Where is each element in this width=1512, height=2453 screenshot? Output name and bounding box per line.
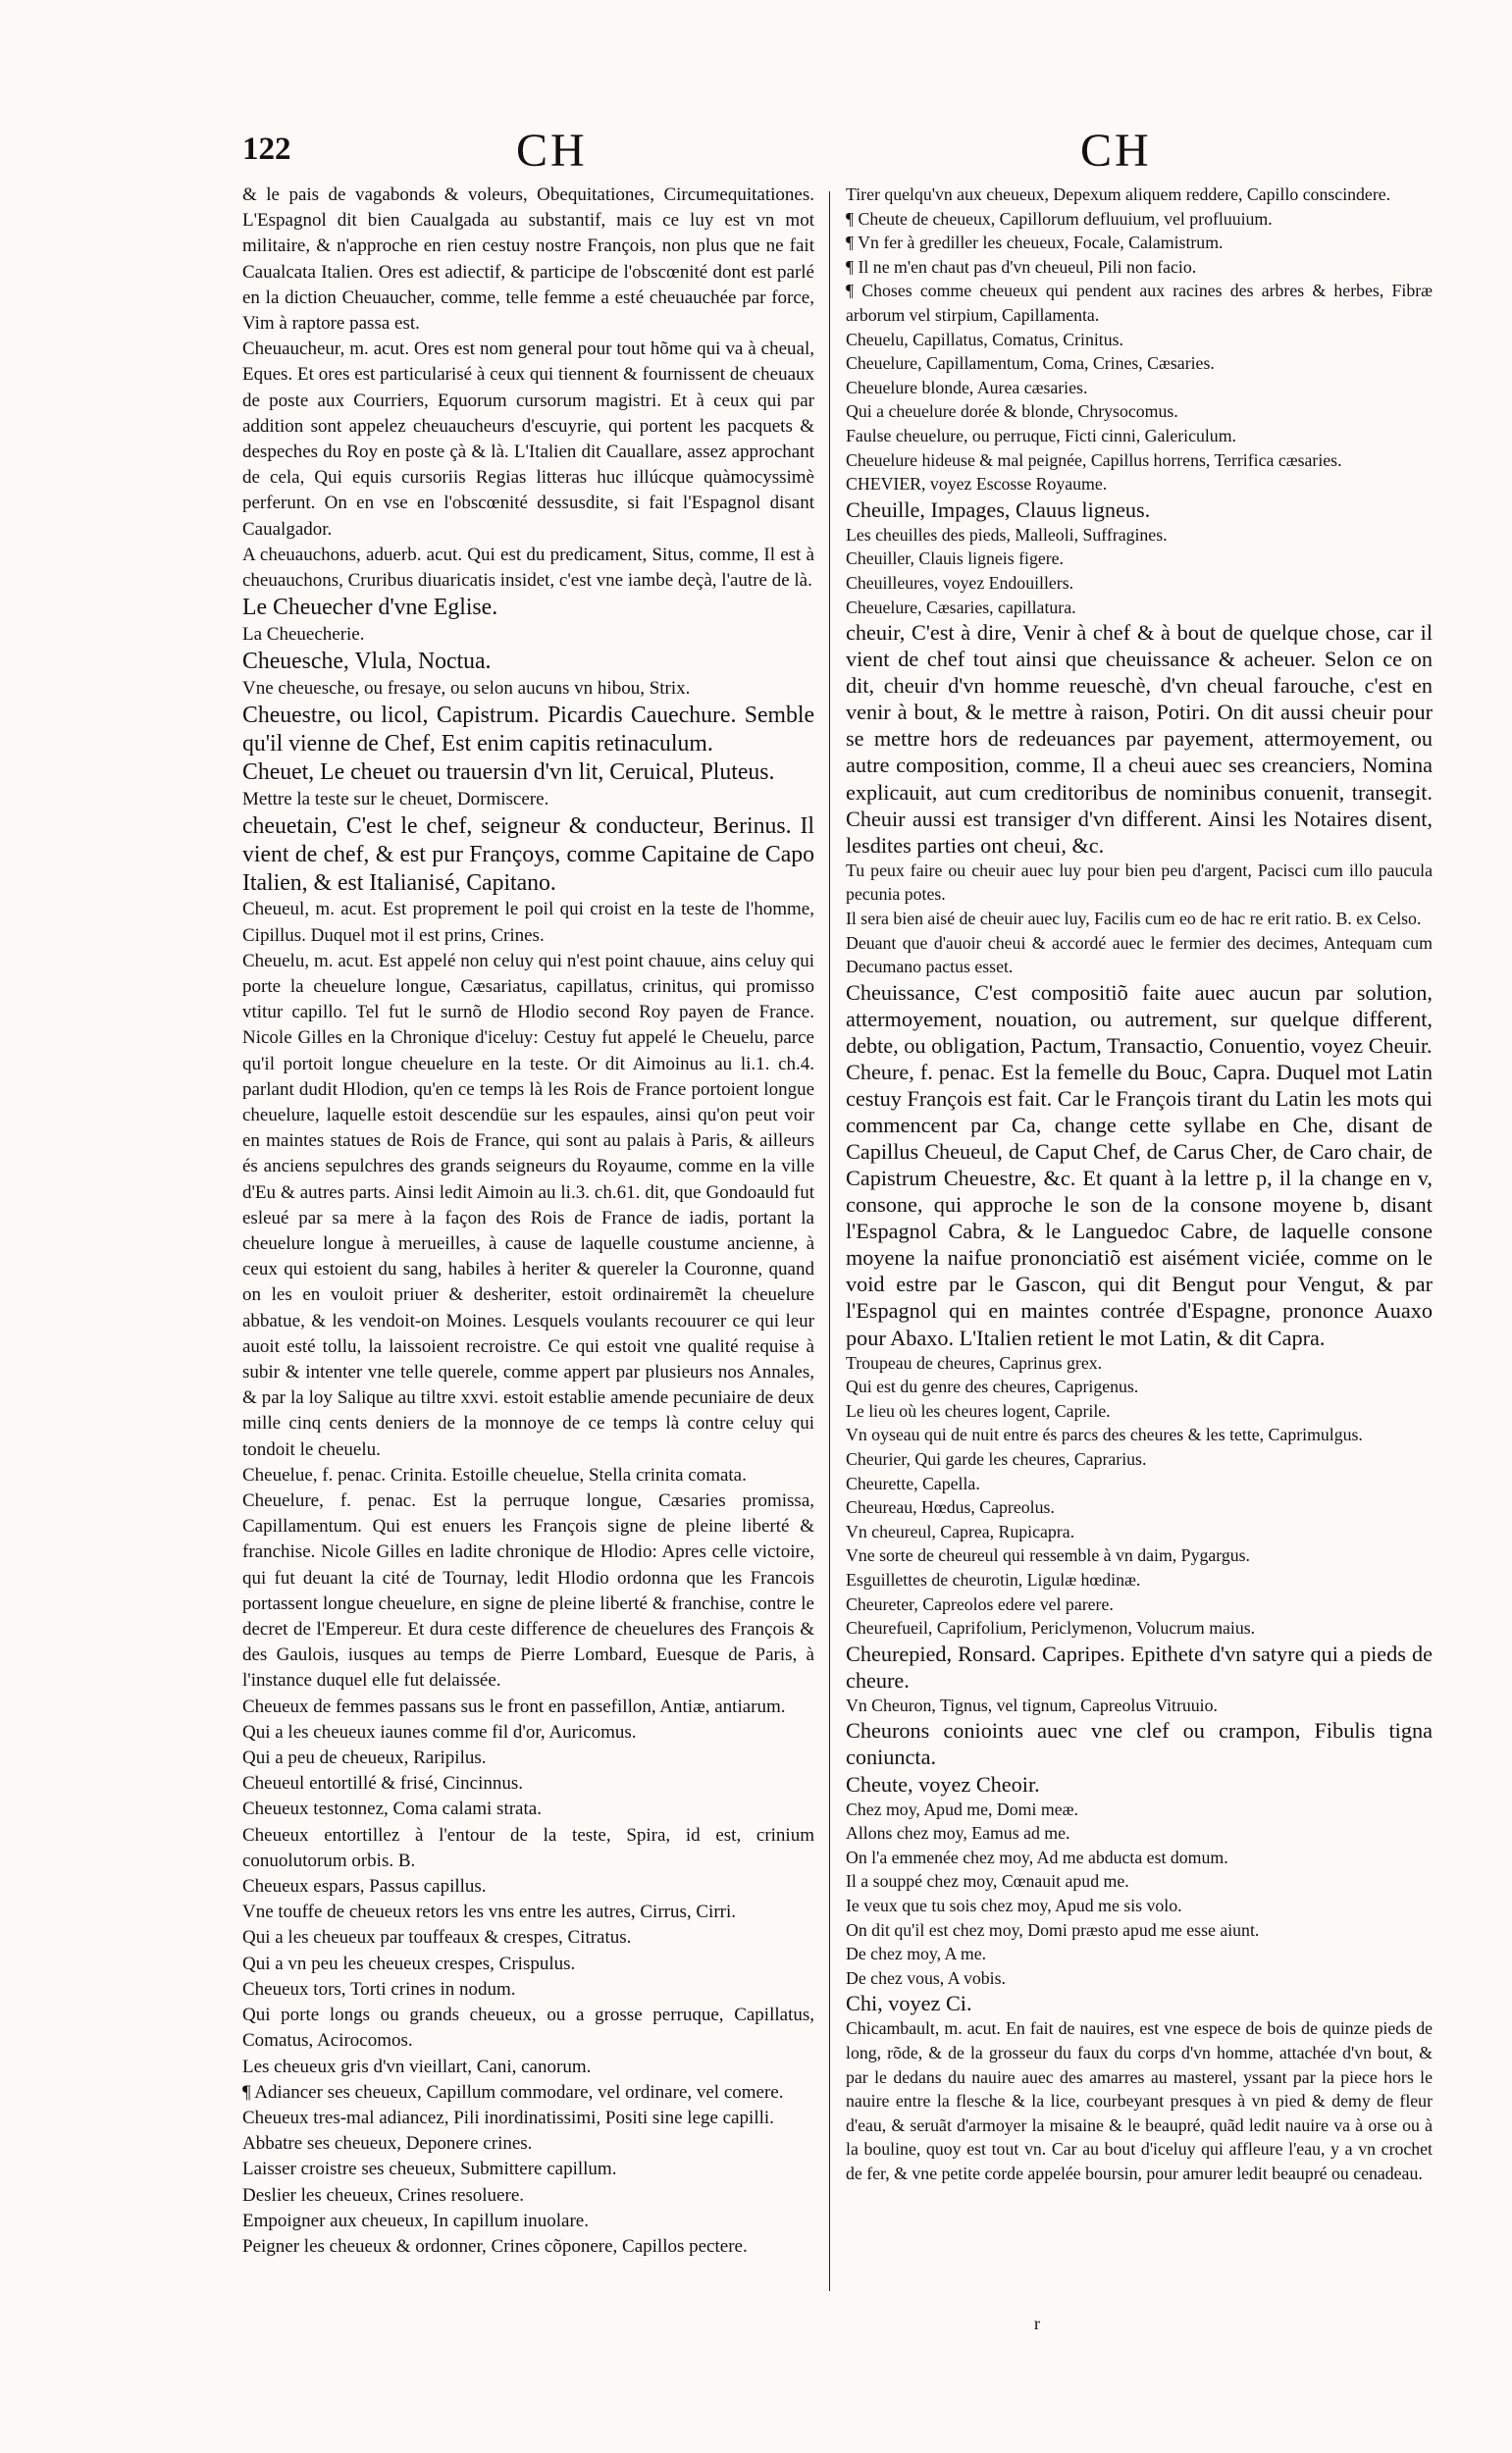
dictionary-entry: Cheuelue, f. penac. Crinita. Estoille cheuelue, Stella crinita comata. [242,1464,747,1486]
dictionary-entry: Cheuaucheur, m. acut. Ores est nom general pour tout hõme qui va à cheual, Eques. Et ores est particularisé à ceux qui tiennent & fournissent de cheuaux de poste aux Courriers, Equorum cursorum magistri. Et à ceux qui par addition sont appelez cheuaucheurs d'escuyrie, qui portent les pacquets & despeches du Roy en poste çà & là. L'Italien dit Cauallare, assez approchant de cela, Qui equis cursoriis Regias litteras huc illúcque quàmocyssimè perferunt. On en vse en l'obscœnité dessusdite, si fait l'Espagnol disant Caualgador. [242,339,814,540]
dictionary-entry: Cheueux espars, Passus capillus. [242,1876,487,1898]
page-number: 122 [242,131,291,167]
dictionary-entry: Vne cheuesche, ou fresaye, ou selon aucuns vn hibou, Strix. [242,678,691,700]
dictionary-entry: ¶ Vn fer à grediller les cheueux, Focale, Calamistrum. [846,233,1224,253]
dictionary-entry: Cheuiller, Clauis ligneis figere. [846,548,1064,569]
dictionary-entry: Esguillettes de cheurotin, Ligulæ hœdinæ. [846,1569,1141,1590]
dictionary-entry: Cheureter, Capreolos edere vel parere. [846,1593,1114,1614]
dictionary-entry: Vn cheureul, Caprea, Rupicapra. [846,1521,1075,1541]
dictionary-entry: Deslier les cheueux, Crines resoluere. [242,2184,525,2206]
dictionary-entry: Le lieu où les cheures logent, Caprile. [846,1400,1111,1421]
dictionary-entry: ¶ Adiancer ses cheueux, Capillum commodare, vel ordinare, vel comere. [242,2081,784,2103]
dictionary-entry: Cheueux tors, Torti crines in nodum. [242,1978,516,2000]
dictionary-entry: Cheuelu, m. acut. Est appelé non celuy qui n'est point chauue, ains celuy qui porte la cheuelure longue, Cæsariatus, capillatus, crinitus, qui promisso vtitur capillo. Tel fut le surnõ de Hlodio second Roy payen de France. Nicole Gilles en la Chronique d'iceluy: Cestuy fut appelé le Cheuelu, parce qu'il portoit longue cheuelure en la teste. Or dit Aimoinus au li.1. ch.4. parlant dudit Hlodion, qu'en ce temps là les Rois de France portoient longue cheuelure, laquelle estoit descendüe sur les espaules, ainsi qu'on peut voir en maintes statues de Rois de France, qui sont au palais à Paris, & ailleurs és anciens sepulchres des grands seigneurs du Royaume, comme en la ville d'Eu & autres parts. Ainsi ledit Aimoin au li.3. ch.61. dit, que Gondoauld fut esleué par sa mere à la façon des Rois de France de iadis, portant la cheuelure longue à merueilles, à cause de laquelle coustume ancienne, à ceux qui estoient du sang, habiles à heriter & quereler la Couronne, quand on les en vouloit priuer & desheriter, estoit ordinairemẽt la cheuelure abbatue, & les vendoit-on Moines. Lesquels voulants recouurer ce qui leur auoit esté tollu, la laissoient recroistre. Ce qui estoit vne qualité requise à subir & intenter vne telle querele, comme appert par plusieurs nos Annales, & par la loy Salique au tiltre xxvi. estoit establie amende pecuniaire de deux mille cinq cents deniers de la monnoye de ce temps là contre celuy qui tondoit le cheuelu. [242,950,814,1460]
dictionary-entry: Qui a les cheueux par touffeaux & crespes, Citratus. [242,1927,632,1949]
dictionary-entry: Laisser croistre ses cheueux, Submittere capillum. [242,2159,617,2180]
dictionary-entry: Cheueux de femmes passans sus le front en passefillon, Antiæ, antiarum. [242,1696,786,1717]
dictionary-entry: Cheurons conioints auec vne clef ou crampon, Fibulis tigna coniuncta. [846,1718,1433,1770]
left-column [242,183,814,2260]
dictionary-entry: Chicambault, m. acut. En fait de nauires, est vne espece de bois de quinze pieds de long, rõde, & de la grosseur du faux du corps d'vn homme, attachée d'vn bout, & par le dedans du nauire auec des amarres au masterel, yssant par la piece hors le nauire entre la flesche & la lice, courbeyant presques à vn pied & demy de fleur d'eau, & seruãt d'armoyer la misaine & le beaupré, quãd ledit nauire va à orse ou à la bouline, quoy est tout vn. Car au bout d'iceluy qui affleure l'eau, y a vn crochet de fer, & vne petite corde appelée boursin, pour amurer ledit beaupré ou cenadeau. [846,2018,1433,2183]
dictionary-entry: Cheuelu, Capillatus, Comatus, Crinitus. [846,329,1124,349]
running-head-right: CH [1080,125,1152,177]
dictionary-entry: ¶ Il ne m'en chaut pas d'vn cheueul, Pili non facio. [846,256,1197,277]
column-divider [829,191,830,2291]
dictionary-entry: cheuir, C'est à dire, Venir à chef & à bout de quelque chose, car il vient de chef tout ainsi que cheuissance & acheuer. Selon ce on dit, cheuir d'vn homme reueschè, d'vn cheual farouche, c'est en venir à bout, & le mettre à raison, Potiri. On dit aussi cheuir pour se mettre hors de redeuances par payement, attermoyement, ou autre composition, comme, Il a cheui auec ses creanciers, Nomina explicauit, aut cum creditoribus de nominibus conuenit, transegit. Cheuir aussi est transiger d'vn different. Ainsi les Notaires disent, lesdites parties ont cheui, &c. [846,620,1433,858]
dictionary-entry: Qui a peu de cheueux, Raripilus. [242,1748,487,1769]
footer-mark: r [1034,2314,1040,2333]
dictionary-entry: Ie veux que tu sois chez moy, Apud me sis volo. [846,1895,1182,1915]
dictionary-entry: Chez moy, Apud me, Domi meæ. [846,1799,1078,1819]
dictionary-entry: Cheueux tres-mal adiancez, Pili inordinatissimi, Positi sine lege capilli. [242,2107,774,2128]
dictionary-entry: Cheuesche, Vlula, Noctua. [242,649,492,675]
dictionary-entry: Les cheuilles des pieds, Malleoli, Suffragines. [846,524,1168,545]
dictionary-entry: Les cheueux gris d'vn vieillart, Cani, canorum. [242,2056,592,2077]
dictionary-entry: Cheuelure hideuse & mal peignée, Capillus horrens, Terrifica cæsaries. [846,449,1342,470]
dictionary-entry: Il a souppé chez moy, Cœnauit apud me. [846,1871,1129,1892]
dictionary-entry: Cheuelure blonde, Aurea cæsaries. [846,377,1088,397]
dictionary-entry: Peigner les cheueux & ordonner, Crines cõponere, Capillos pectere. [242,2235,748,2257]
dictionary-entry: Il sera bien aisé de cheuir auec luy, Facilis cum eo de hac re erit ratio. B. ex Celso. [846,908,1422,928]
dictionary-entry: De chez vous, A vobis. [846,1967,1006,1988]
dictionary-entry: Cheuet, Le cheuet ou trauersin d'vn lit, Ceruical, Pluteus. [242,758,775,785]
right-column [846,183,1433,2186]
dictionary-entry: Cheuilleures, voyez Endouillers. [846,572,1074,593]
dictionary-entry: Qui porte longs ou grands cheueux, ou a grosse perruque, Capillatus, Comatus, Acirocomos. [242,2005,814,2052]
dictionary-entry: Cheurier, Qui garde les cheures, Caprarius. [846,1448,1147,1469]
dictionary-entry: Cheurepied, Ronsard. Capripes. Epithete d'vn satyre qui a pieds de cheure. [846,1641,1433,1693]
dictionary-entry: cheuetain, C'est le chef, seigneur & conducteur, Berinus. Il vient de chef, & est pur Françoys, comme Capitaine de Capo Italien, & est Italianisé, Capitano. [242,812,814,896]
dictionary-entry: ¶ Cheute de cheueux, Capillorum defluuium, vel profluuium. [846,208,1273,229]
dictionary-entry: Empoigner aux cheueux, In capillum inuolare. [242,2210,589,2231]
dictionary-entry: On dit qu'il est chez moy, Domi præsto apud me esse aiunt. [846,1919,1260,1940]
dictionary-entry: Cheueux testonnez, Coma calami strata. [242,1799,542,1820]
dictionary-entry: Cheurefueil, Caprifolium, Periclymenon, Volucrum maius. [846,1618,1256,1639]
dictionary-entry: Chi, voyez Ci. [846,1991,972,2016]
dictionary-entry: Cheueux entortillez à l'entour de la teste, Spira, id est, crinium conuolutorum orbis. B. [242,1824,814,1871]
dictionary-entry: Cheuelure, Capillamentum, Coma, Crines, Cæsaries. [846,353,1215,374]
dictionary-entry: Cheuelure, Cæsaries, capillatura. [846,597,1076,617]
dictionary-entry: Qui a les cheueux iaunes comme fil d'or, Auricomus. [242,1721,637,1743]
dictionary-entry: De chez moy, A me. [846,1944,987,1964]
dictionary-entry: Vne touffe de cheueux retors les vns entre les autres, Cirrus, Cirri. [242,1902,736,1923]
dictionary-entry: Cheute, voyez Cheoir. [846,1771,1040,1797]
dictionary-entry: Troupeau de cheures, Caprinus grex. [846,1352,1103,1373]
dictionary-entry: Vn oyseau qui de nuit entre és parcs des cheures & les tette, Caprimulgus. [846,1425,1363,1445]
dictionary-entry: Cheuissance, C'est compositiõ faite auec aucun par solution, attermoyement, nouation, ou autrement, sur quelque different, debte, ou obligation, Pactum, Transactio, Conuentio, voyez Cheuir. [846,979,1433,1058]
dictionary-entry: Vn Cheuron, Tignus, vel tignum, Capreolus Vitruuio. [846,1695,1218,1715]
dictionary-entry: Cheure, f. penac. Est la femelle du Bouc, Capra. Duquel mot Latin cestuy François est fait. Car le François tirant du Latin les mots qui commencent par Ca, change cette syllabe en Che, disant de Capillus Cheueul, de Caput Chef, de Carus Cher, de Caro chair, de Capistrum Cheuestre, &c. Et quant à la lettre p, il la change en v, consone, qui approche le son de la consone moyene b, disant l'Espagnol Cabra, & le Languedoc Cabre, de laquelle consone moyene la naifue prononciatiõ est aisément viciée, comme on le void estre par le Gascon, qui dit Bengut pour Vengut, & par l'Espagnol qui en maintes contrée d'Espagne, prononce Auaxo pour Abaxo. L'Italien retient le mot Latin, & dit Capra. [846,1059,1433,1350]
dictionary-entry: Deuant que d'auoir cheui & accordé auec le fermier des decimes, Antequam cum Decumano pactus esset. [846,932,1433,977]
dictionary-entry: CHEVIER, voyez Escosse Royaume. [846,474,1108,495]
dictionary-entry: Cheuestre, ou licol, Capistrum. Picardis Cauechure. Semble qu'il vienne de Chef, Est enim capitis retinaculum. [242,703,814,757]
dictionary-entry: Qui a vn peu les cheueux crespes, Crispulus. [242,1953,576,1974]
running-head-left: CH [516,125,588,177]
dictionary-entry: A cheuauchons, aduerb. acut. Qui est du predicament, Situs, comme, Il est à cheuauchons, Cruribus diuaricatis insidet, c'est vne iambe deçà, l'autre de là. [242,544,814,592]
dictionary-entry: Le Cheuecher d'vne Eglise. [242,595,498,621]
dictionary-entry: Cheuille, Impages, Clauus ligneus. [846,496,1151,522]
dictionary-entry: Cheurette, Capella. [846,1473,980,1493]
dictionary-entry: Cheueul, m. acut. Est proprement le poil qui croist en la teste de l'homme, Cipillus. Duquel mot il est prins, Crines. [242,899,814,946]
dictionary-entry: Cheueul entortillé & frisé, Cincinnus. [242,1773,524,1795]
dictionary-entry: ¶ Choses comme cheueux qui pendent aux racines des arbres & herbes, Fibræ arborum vel stirpium, Capillamenta. [846,281,1433,325]
dictionary-entry: On l'a emmenée chez moy, Ad me abducta est domum. [846,1847,1228,1867]
dictionary-entry: Qui a cheuelure dorée & blonde, Chrysocomus. [846,401,1178,422]
dictionary-entry: Faulse cheuelure, ou perruque, Ficti cinni, Galericulum. [846,425,1236,445]
dictionary-entry: Abbatre ses cheueux, Deponere crines. [242,2133,533,2155]
dictionary-entry: & le pais de vagabonds & voleurs, Obequitationes, Circumequitationes. L'Espagnol dit bien Caualgada au substantif, mais ce luy est vn mot militaire, & n'approche en rien cestuy nostre François, non plus que ne fait Caualcata Italien. Ores est adiectif, & participe de l'obscœnité dont est parlé en la diction Cheuaucher, comme, telle femme a esté cheuauchée par force, Vim à raptore passa est. [242,184,814,335]
dictionary-entry: Mettre la teste sur le cheuet, Dormiscere. [242,788,549,809]
dictionary-entry: Tu peux faire ou cheuir auec luy pour bien peu d'argent, Pacisci cum illo paucula pecunia potes. [846,860,1433,905]
dictionary-entry: Cheuelure, f. penac. Est la perruque longue, Cæsaries promissa, Capillamentum. Qui est enuers les François signe de pleine liberté & franchise. Nicole Gilles en ladite chronique de Hlodio: Apres celle victoire, qui fut deuant la cité de Tournay, ledit Hlodio ordonna que les Francois portassent longue cheuelure, en signe de pleine liberté & franchise, contre le decret de l'Empereur. Et dura ceste difference de cheuelures des François & des Gaulois, iusques au temps de Pierre Lombard, Euesque de Paris, à l'instance duquel elle fut delaissée. [242,1490,814,1692]
dictionary-entry: Vne sorte de cheureul qui ressemble à vn daim, Pygargus. [846,1545,1250,1566]
dictionary-entry: Allons chez moy, Eamus ad me. [846,1823,1070,1844]
dictionary-entry: Tirer quelqu'vn aux cheueux, Depexum aliquem reddere, Capillo conscindere. [846,184,1391,204]
dictionary-entry: La Cheuecherie. [242,624,365,646]
dictionary-entry: Qui est du genre des cheures, Caprigenus. [846,1377,1139,1397]
dictionary-entry: Cheureau, Hœdus, Capreolus. [846,1497,1055,1518]
